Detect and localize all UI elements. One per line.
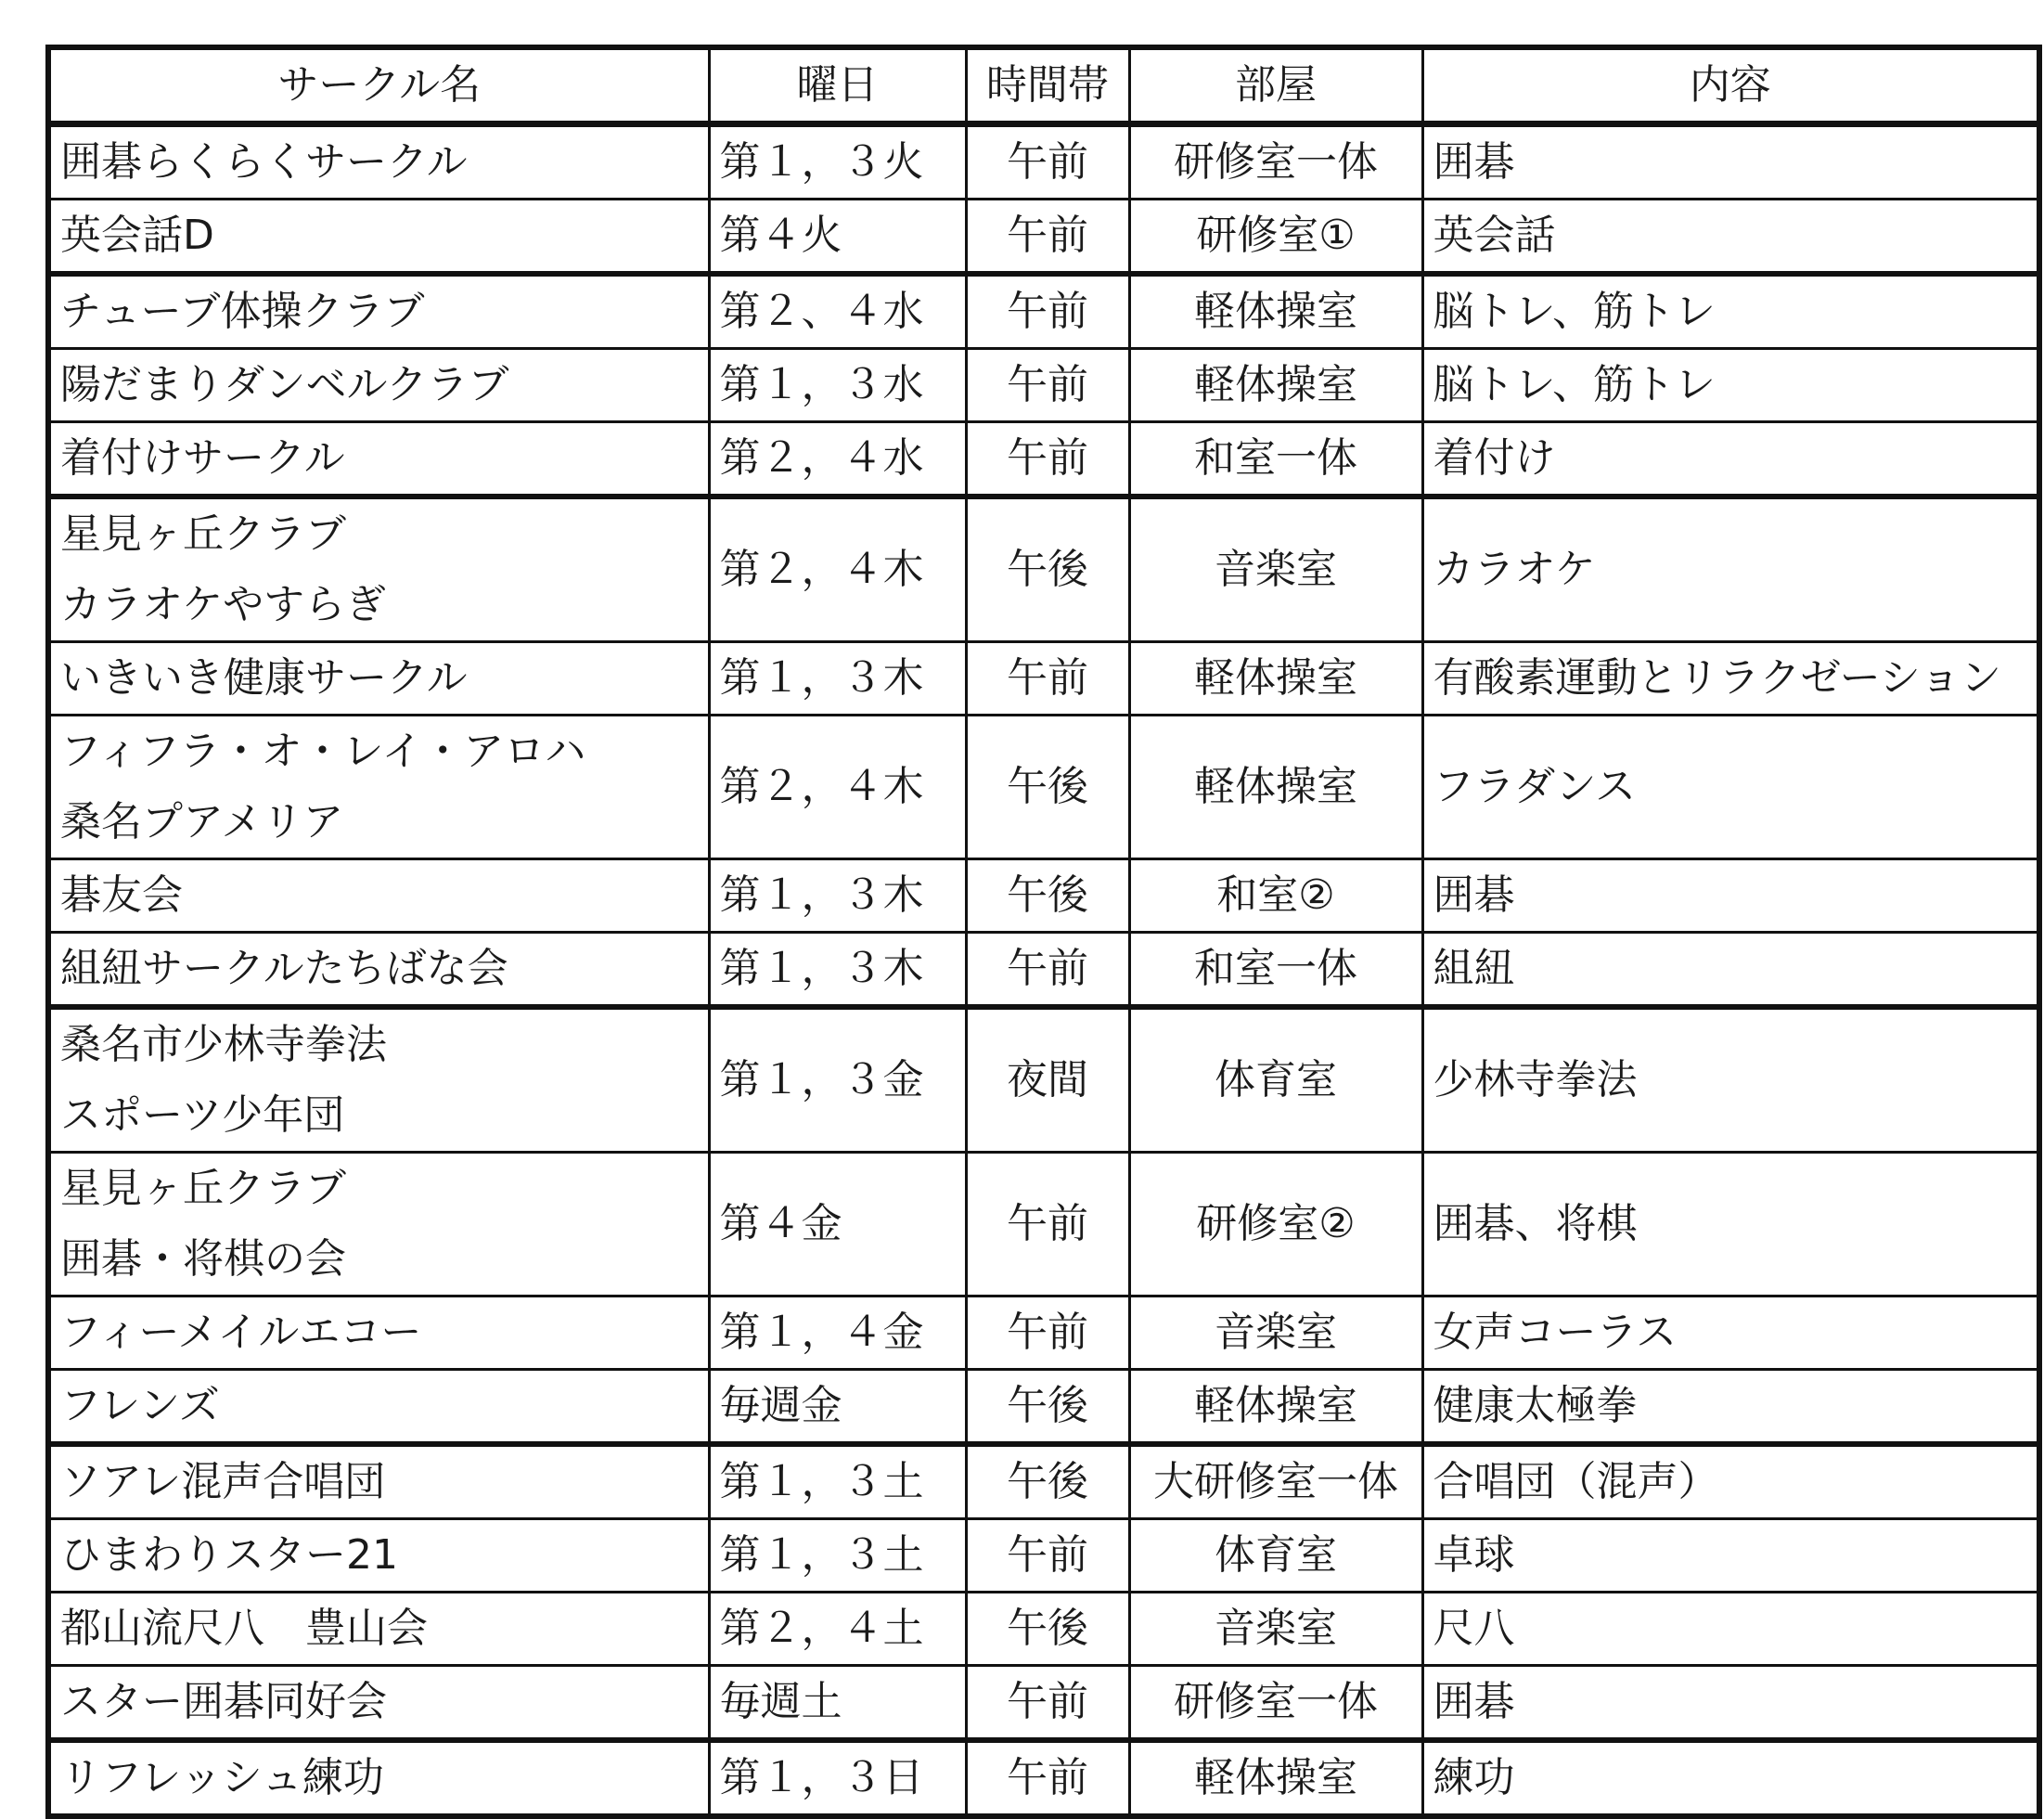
day-cell: 第１，３水 (709, 349, 966, 422)
circle-name-line: フィフラ・オ・レイ・アロハ (60, 728, 586, 775)
table-row (48, 1593, 2039, 1666)
room-cell: 和室② (1129, 859, 1422, 933)
room-cell: 軽体操室 (1129, 349, 1422, 422)
circle-name-cell (48, 1153, 709, 1297)
circle-name-line: 桑名プアメリア (60, 798, 344, 845)
room-cell: 大研修室一体 (1129, 1444, 1422, 1519)
circle-name-cell (48, 1007, 709, 1153)
day-cell: 毎週金 (709, 1370, 966, 1445)
day-cell: 第２，４水 (709, 422, 966, 497)
day-cell: 第２，４木 (709, 497, 966, 642)
time-cell: 午前 (966, 274, 1129, 349)
circle-name-line: カラオケやすらぎ (60, 581, 387, 628)
circle-name-line: ソアレ混声合唱団 (60, 1458, 386, 1505)
table-row (48, 422, 2039, 497)
content-cell: 卓球 (1422, 1519, 2039, 1593)
content-cell: 合唱団（混声） (1422, 1444, 2039, 1519)
content-cell: 練功 (1422, 1740, 2039, 1816)
day-cell: 毎週土 (709, 1666, 966, 1741)
circle-name-cell (48, 1370, 709, 1445)
time-cell: 午前 (966, 1153, 1129, 1297)
content-cell: 着付け (1422, 422, 2039, 497)
content-cell: 女声コーラス (1422, 1297, 2039, 1370)
circle-name-cell (48, 422, 709, 497)
room-cell: 音楽室 (1129, 497, 1422, 642)
time-cell: 午前 (966, 422, 1129, 497)
day-cell: 第１，３金 (709, 1007, 966, 1153)
day-cell: 第４火 (709, 200, 966, 275)
table-row (48, 933, 2039, 1008)
room-cell: 軽体操室 (1129, 642, 1422, 716)
circle-name-cell (48, 1297, 709, 1370)
room-cell: 体育室 (1129, 1519, 1422, 1593)
day-cell: 第２，４土 (709, 1593, 966, 1666)
circle-name-line: ひまわりスター21 (60, 1531, 398, 1579)
day-cell: 第２，４木 (709, 716, 966, 859)
room-cell: 和室一体 (1129, 422, 1422, 497)
circle-name-line: リフレッシュ練功 (60, 1754, 384, 1801)
time-cell: 午後 (966, 1593, 1129, 1666)
content-cell: フラダンス (1422, 716, 2039, 859)
room-cell: 軽体操室 (1129, 716, 1422, 859)
day-cell: 第１，３木 (709, 933, 966, 1008)
day-cell: 第１，３土 (709, 1444, 966, 1519)
room-cell: 和室一体 (1129, 933, 1422, 1008)
table-row (48, 1740, 2039, 1816)
circle-name-cell (48, 716, 709, 859)
room-cell: 音楽室 (1129, 1297, 1422, 1370)
circle-name-line: 着付けサークル (60, 434, 345, 482)
time-cell: 午後 (966, 859, 1129, 933)
content-cell: 脳トレ、筋トレ (1422, 349, 2039, 422)
time-cell: 午前 (966, 1740, 1129, 1816)
circle-name-cell (48, 1593, 709, 1666)
room-cell: 軽体操室 (1129, 274, 1422, 349)
circle-name-cell (48, 124, 709, 200)
circle-name-cell (48, 1740, 709, 1816)
table-row (48, 497, 2039, 642)
table-row (48, 124, 2039, 200)
time-cell: 午前 (966, 642, 1129, 716)
content-cell: 少林寺拳法 (1422, 1007, 2039, 1153)
circle-name-cell (48, 497, 709, 642)
content-cell: 組紐 (1422, 933, 2039, 1008)
circle-name-line: 星見ヶ丘クラブ (60, 510, 346, 558)
circle-name-cell (48, 349, 709, 422)
circle-name-cell (48, 642, 709, 716)
circle-name-line: 陽だまりダンベルクラブ (60, 361, 509, 408)
circle-name-cell (48, 933, 709, 1008)
day-cell: 第４金 (709, 1153, 966, 1297)
table-row (48, 1370, 2039, 1445)
content-cell: 尺八 (1422, 1593, 2039, 1666)
day-cell: 第１，３火 (709, 124, 966, 200)
content-cell: 囲碁、将棋 (1422, 1153, 2039, 1297)
circle-name-line: フィーメイルエコー (60, 1309, 422, 1356)
time-cell: 夜間 (966, 1007, 1129, 1153)
room-cell: 音楽室 (1129, 1593, 1422, 1666)
table-row (48, 642, 2039, 716)
circle-schedule-table (45, 45, 2042, 1819)
time-cell: 午後 (966, 497, 1129, 642)
table-row (48, 1519, 2039, 1593)
circle-name-line: チューブ体操クラブ (60, 288, 425, 335)
table-row (48, 1007, 2039, 1153)
time-cell: 午前 (966, 124, 1129, 200)
time-cell: 午前 (966, 933, 1129, 1008)
table-row (48, 1666, 2039, 1741)
table-row (48, 716, 2039, 859)
circle-name-cell (48, 1519, 709, 1593)
circle-name-line: いきいき健康サークル (60, 654, 468, 702)
content-cell: 脳トレ、筋トレ (1422, 274, 2039, 349)
header-circle-name: サークル名 (48, 47, 709, 124)
time-cell: 午前 (966, 200, 1129, 275)
circle-name-line: 囲碁・将棋の会 (60, 1235, 346, 1283)
room-cell: 研修室① (1129, 200, 1422, 275)
table-row (48, 859, 2039, 933)
content-cell: 囲碁 (1422, 1666, 2039, 1741)
circle-name-line: フレンズ (60, 1382, 220, 1429)
day-cell: 第１，４金 (709, 1297, 966, 1370)
table-row (48, 1444, 2039, 1519)
time-cell: 午前 (966, 1297, 1129, 1370)
table-row (48, 200, 2039, 275)
circle-name-line: 都山流尺八 豊山会 (60, 1605, 428, 1652)
room-cell: 軽体操室 (1129, 1740, 1422, 1816)
table-row (48, 1297, 2039, 1370)
header-time: 時間帯 (966, 47, 1129, 124)
circle-name-cell (48, 859, 709, 933)
content-cell: 有酸素運動とリラクゼーション (1422, 642, 2039, 716)
circle-name-cell (48, 274, 709, 349)
circle-name-line: 英会話D (60, 212, 214, 259)
room-cell: 研修室一体 (1129, 124, 1422, 200)
header-content: 内容 (1422, 47, 2039, 124)
circle-name-line: 星見ヶ丘クラブ (60, 1165, 346, 1212)
circle-name-line: 碁友会 (60, 871, 183, 919)
header-day: 曜日 (709, 47, 966, 124)
content-cell: 囲碁 (1422, 124, 2039, 200)
room-cell: 研修室② (1129, 1153, 1422, 1297)
circle-name-cell (48, 1444, 709, 1519)
room-cell: 体育室 (1129, 1007, 1422, 1153)
content-cell: 囲碁 (1422, 859, 2039, 933)
time-cell: 午前 (966, 1519, 1129, 1593)
table-row (48, 1153, 2039, 1297)
circle-name-line: 囲碁らくらくサークル (60, 138, 468, 186)
circle-name-line: スター囲碁同好会 (60, 1678, 387, 1725)
room-cell: 軽体操室 (1129, 1370, 1422, 1445)
day-cell: 第１，３木 (709, 859, 966, 933)
day-cell: 第２、４水 (709, 274, 966, 349)
content-cell: カラオケ (1422, 497, 2039, 642)
room-cell: 研修室一体 (1129, 1666, 1422, 1741)
table-row (48, 274, 2039, 349)
day-cell: 第１，３土 (709, 1519, 966, 1593)
day-cell: 第１，３木 (709, 642, 966, 716)
circle-name-line: スポーツ少年団 (60, 1091, 345, 1139)
time-cell: 午後 (966, 1444, 1129, 1519)
table-row (48, 349, 2039, 422)
circle-name-cell (48, 1666, 709, 1741)
time-cell: 午後 (966, 1370, 1129, 1445)
circle-name-cell (48, 200, 709, 275)
content-cell: 健康太極拳 (1422, 1370, 2039, 1445)
day-cell: 第１，３日 (709, 1740, 966, 1816)
time-cell: 午後 (966, 716, 1129, 859)
circle-name-line: 組紐サークルたちばな会 (60, 945, 508, 992)
time-cell: 午前 (966, 1666, 1129, 1741)
circle-name-line: 桑名市少林寺拳法 (60, 1021, 387, 1068)
header-room: 部屋 (1129, 47, 1422, 124)
content-cell: 英会話 (1422, 200, 2039, 275)
time-cell: 午前 (966, 349, 1129, 422)
header-row (48, 47, 2039, 124)
